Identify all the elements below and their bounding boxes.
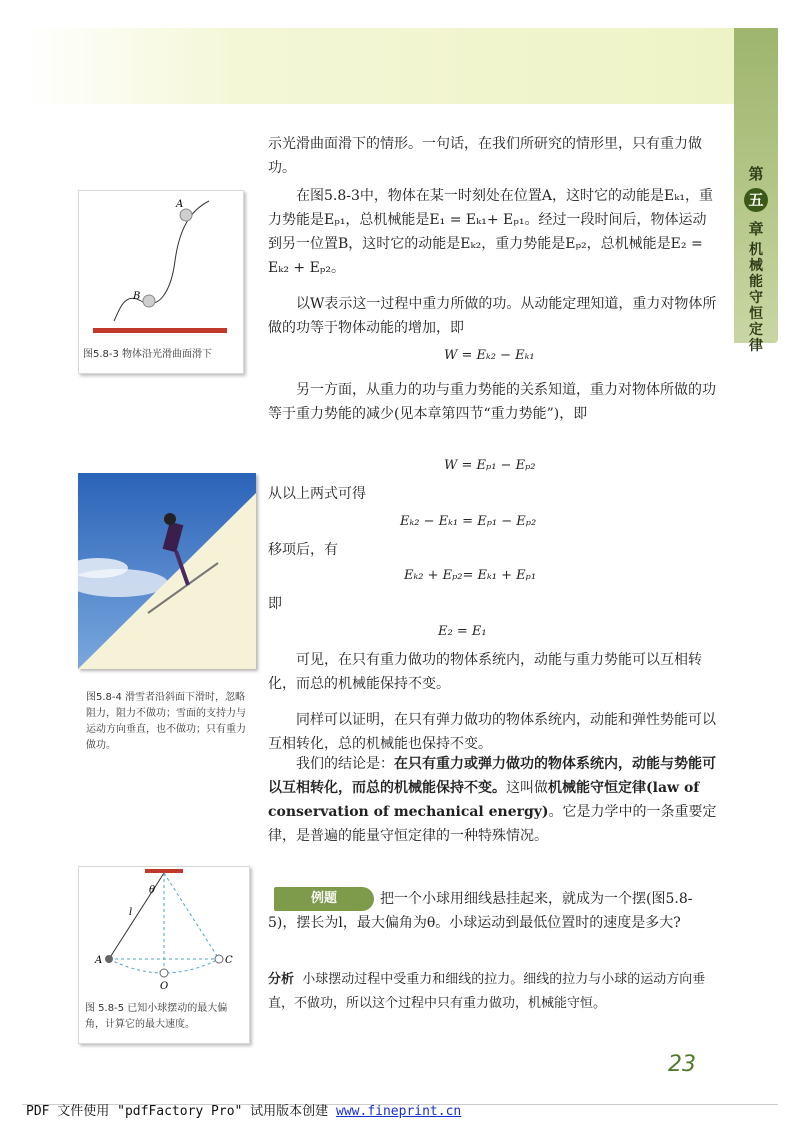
paragraph-10 bbox=[268, 752, 718, 848]
right-dashed bbox=[164, 873, 219, 959]
label-a: A bbox=[176, 199, 184, 210]
ball-c bbox=[215, 955, 223, 963]
equation-4: Eₖ₂ + Eₚ₂= Eₖ₁ + Eₚ₁ bbox=[404, 568, 537, 583]
law-english-name: (law of conservation of mechanical energy) bbox=[268, 780, 700, 820]
curved-surface bbox=[141, 201, 209, 304]
conclusion-statement: 在只有重力或弹力做功的物体系统内，动能与势能可以互相转化，而总的机械能保持不变。 bbox=[268, 756, 716, 796]
ground bbox=[93, 328, 227, 333]
ball-o bbox=[160, 969, 168, 977]
chapter-tab bbox=[734, 28, 778, 354]
example-tag: 例题 bbox=[274, 887, 374, 911]
ball-a bbox=[180, 209, 192, 221]
chapter-number: 五 bbox=[744, 188, 768, 212]
chapter-title-char: 恒 bbox=[749, 306, 763, 322]
paragraph-7: 即 bbox=[268, 596, 282, 612]
figure-5-8-3 bbox=[78, 190, 244, 374]
label-l: l bbox=[129, 907, 133, 918]
equation-1: W = Eₖ₂ − Eₖ₁ bbox=[444, 348, 535, 363]
equation-5: E₂ = E₁ bbox=[438, 624, 487, 639]
curve-diagram bbox=[79, 191, 243, 373]
paragraph-1: 示光滑曲面滑下的情形。一句话，在我们所研究的情形里，只有重力做功。 bbox=[268, 136, 702, 176]
equation-3: Eₖ₂ − Eₖ₁ = Eₚ₁ − Eₚ₂ bbox=[400, 514, 537, 529]
chapter-title-char: 能 bbox=[749, 274, 763, 290]
ball-b bbox=[143, 295, 155, 307]
paragraph-2: 在图5.8-3中，物体在某一时刻处在位置A，这时它的动能是Eₖ₁，重力势能是Eₚ₁，总机械能是E₁ = Eₖ₁+ Eₚ₁。经过一段时间后，物体运动到另一位置B，这时它的动能是Eₖ₂，重力势能是Eₚ₂，总机械能是E₂ = Eₖ₂ + Eₚ₂。 bbox=[268, 188, 713, 276]
figure-caption: 图 5.8-5 已知小球摆动的最大偏角，计算它的最大速度。 bbox=[85, 1003, 228, 1030]
conclusion-tail: 。它是力学中的一条重要定律，是普遍的能量守恒定律的一种特殊情况。 bbox=[268, 804, 717, 844]
paragraph-6: 移项后，有 bbox=[268, 542, 338, 558]
chapter-zhang: 章 bbox=[748, 220, 764, 238]
page-number: 23 bbox=[668, 1052, 696, 1077]
figure-5-8-4-photo bbox=[78, 473, 256, 669]
chapter-di: 第 bbox=[748, 165, 764, 183]
paragraph-5: 从以上两式可得 bbox=[268, 486, 366, 502]
chapter-title-char: 律 bbox=[749, 338, 763, 354]
paragraph-3: 以W表示这一过程中重力所做的功。从动能定理知道，重力对物体所做的功等于物体动能的增加，即 bbox=[268, 296, 717, 336]
footer-link[interactable]: www.fineprint.cn bbox=[336, 1104, 462, 1119]
label-a: A bbox=[95, 955, 103, 966]
paragraph-8: 可见，在只有重力做功的物体系统内，动能与重力势能可以互相转化，而总的机械能保持不变。 bbox=[268, 652, 702, 692]
chapter-title-char: 守 bbox=[749, 290, 763, 306]
label-theta: θ bbox=[149, 885, 156, 896]
footer-text: PDF 文件使用 "pdfFactory Pro" 试用版本创建 bbox=[26, 1104, 337, 1119]
pivot-bar bbox=[145, 869, 183, 873]
label-o: O bbox=[160, 981, 169, 992]
string bbox=[109, 873, 164, 959]
chapter-title-char: 机 bbox=[749, 242, 763, 258]
law-name: 机械能守恒定律 bbox=[548, 780, 646, 796]
pendulum-diagram bbox=[79, 867, 249, 997]
skier-photo bbox=[78, 473, 256, 669]
figure-5-8-4-caption: 图5.8-4 滑雪者沿斜面下滑时，忽略阻力，阻力不做功；雪面的支持力与运动方向垂直，也不做功；只有重力做功。 bbox=[86, 692, 246, 751]
ball-a bbox=[105, 955, 113, 963]
footer bbox=[26, 1100, 461, 1119]
chapter-title-char: 定 bbox=[749, 322, 763, 338]
conclusion-lead: 我们的结论是： bbox=[296, 756, 394, 772]
analysis-text: 小球摆动过程中受重力和细线的拉力。细线的拉力与小球的运动方向垂直，不做功，所以这个过程中只有重力做功，机械能守恒。 bbox=[268, 972, 706, 1011]
analysis-label: 分析 bbox=[268, 972, 295, 987]
paragraph-4: 另一方面，从重力的功与重力势能的关系知道，重力对物体所做的功等于重力势能的减少(见本章第四节“重力势能”)，即 bbox=[268, 382, 716, 422]
chapter-title bbox=[734, 242, 778, 354]
label-c: C bbox=[225, 955, 233, 966]
paragraph-9: 同样可以证明，在只有弹力做功的物体系统内，动能和弹性势能可以互相转化，总的机械能也保持不变。 bbox=[268, 712, 716, 752]
conclusion-mid: 这叫做 bbox=[506, 780, 548, 796]
analysis bbox=[268, 968, 718, 1016]
header-band bbox=[22, 28, 734, 104]
chapter-title-char: 械 bbox=[749, 258, 763, 274]
example-text: 把一个小球用细线悬挂起来，就成为一个摆(图5.8-5)，摆长为l，最大偏角为θ。小球运动到最低位置时的速度是多大? bbox=[268, 891, 693, 931]
figure-5-8-5 bbox=[78, 866, 250, 1044]
figure-caption: 图5.8-3 物体沿光滑曲面滑下 bbox=[83, 349, 213, 360]
label-b: B bbox=[133, 291, 141, 302]
equation-2: W = Eₚ₁ − Eₚ₂ bbox=[444, 458, 536, 473]
